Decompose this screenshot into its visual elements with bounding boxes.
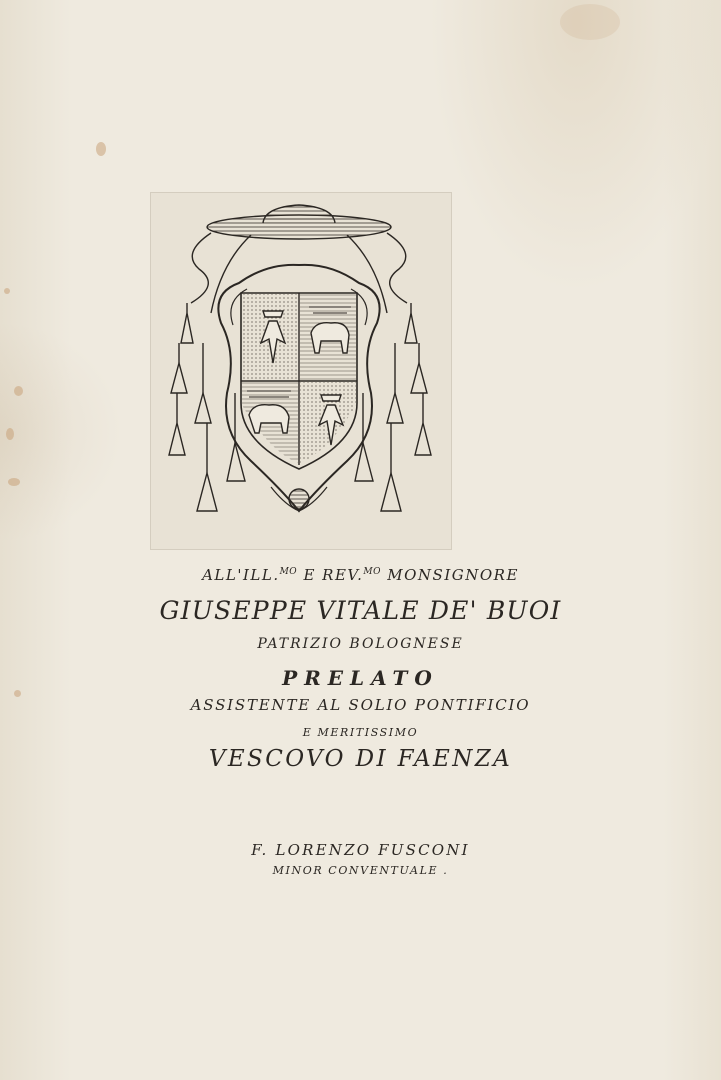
dedicatee-title-prelato: PRELATO (282, 666, 439, 690)
foxing-spot (560, 4, 620, 40)
foxing-spot (8, 478, 20, 486)
dedicatee-name: GIUSEPPE VITALE DE' BUOI (159, 596, 562, 625)
dedicatee-title-meritissimo: E MERITISSIMO (302, 726, 419, 739)
author-order: MINOR CONVENTUALE . (272, 864, 449, 877)
foxing-spot (14, 386, 23, 396)
dedicatee-title-assistente: ASSISTENTE AL SOLIO PONTIFICIO (190, 696, 531, 714)
author-name: F. LORENZO FUSCONI (251, 841, 470, 859)
dedicatee-title-vescovo: VESCOVO DI FAENZA (208, 746, 513, 772)
coat-of-arms-engraving (150, 192, 452, 550)
coat-of-arms-icon (151, 193, 451, 549)
foxing-spot (6, 428, 14, 440)
dedication-salutation: ALL'ILL.$^{MO}$ E REV.$^{MO}$ MONSIGNORE (202, 566, 519, 584)
foxing-spot (96, 142, 106, 156)
foxing-spot (4, 288, 10, 294)
dedicatee-title-patrizio: PATRIZIO BOLOGNESE (257, 636, 464, 652)
